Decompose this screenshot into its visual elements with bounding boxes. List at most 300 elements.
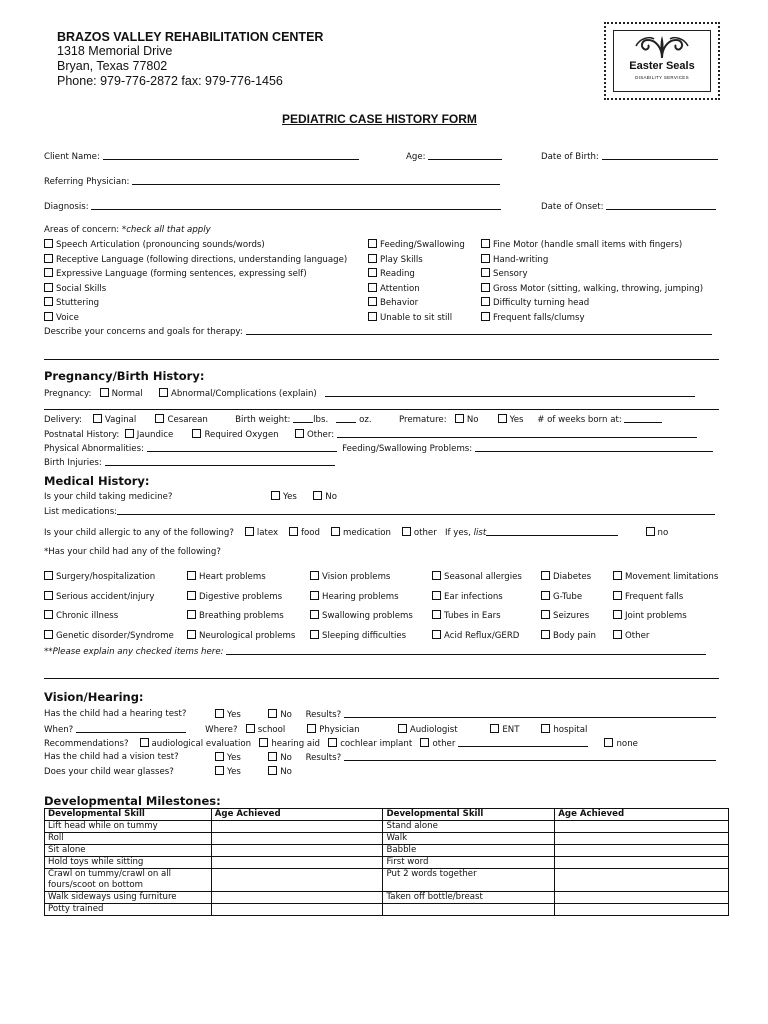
concern-item[interactable] — [481, 296, 703, 311]
checkbox[interactable] — [613, 591, 622, 600]
condition-label: Neurological problems — [199, 630, 296, 641]
concern-label: Behavior — [380, 298, 419, 309]
concern-item[interactable] — [368, 267, 465, 282]
explain-label: **Please explain any checked items here: — [44, 647, 224, 657]
checkbox[interactable] — [368, 297, 377, 306]
skill-cell: Put 2 words together — [383, 869, 555, 892]
conditions-col-6 — [613, 568, 718, 646]
checkbox[interactable] — [432, 591, 441, 600]
condition-label: Body pain — [553, 630, 596, 641]
condition-item[interactable] — [44, 588, 174, 608]
explain-field[interactable] — [226, 645, 706, 655]
food-checkbox[interactable] — [289, 527, 298, 536]
dob-field[interactable] — [602, 150, 718, 160]
concern-label: Attention — [380, 283, 420, 294]
none-label: none — [616, 739, 638, 749]
hearing-yes-checkbox[interactable] — [215, 709, 224, 718]
condition-item[interactable] — [310, 568, 413, 588]
vision-no-checkbox[interactable] — [268, 752, 277, 761]
concern-label: Stuttering — [56, 298, 100, 309]
medicine-yes-label: Yes — [283, 492, 297, 502]
onset-field[interactable] — [606, 200, 716, 210]
concerns-col-1 — [44, 238, 347, 326]
condition-item[interactable] — [310, 607, 413, 627]
condition-item[interactable] — [541, 607, 596, 627]
condition-label: Breathing problems — [199, 611, 284, 621]
checkbox[interactable] — [44, 610, 53, 619]
lily-icon — [632, 34, 692, 60]
concern-item[interactable] — [481, 238, 703, 253]
age-row — [406, 150, 502, 163]
checkbox[interactable] — [310, 571, 319, 580]
checkbox[interactable] — [44, 283, 53, 292]
skill-cell: First word — [383, 857, 555, 869]
checkbox[interactable] — [368, 239, 377, 248]
checkbox[interactable] — [44, 630, 53, 639]
cochlear-checkbox[interactable] — [328, 738, 337, 747]
condition-label: Vision problems — [322, 572, 391, 582]
skill-cell: Babble — [383, 845, 555, 857]
condition-item[interactable] — [541, 568, 596, 588]
checkbox[interactable] — [368, 283, 377, 292]
oz-field[interactable] — [336, 413, 356, 423]
allergy-other-checkbox[interactable] — [402, 527, 411, 536]
physician-checkbox[interactable] — [307, 724, 316, 733]
vision-results-field[interactable] — [344, 751, 716, 761]
condition-item[interactable] — [187, 588, 295, 608]
none-checkbox[interactable] — [604, 738, 613, 747]
skill-cell — [383, 904, 555, 916]
checkbox[interactable] — [541, 630, 550, 639]
concern-label: Receptive Language (following directions, understanding language) — [56, 254, 348, 265]
client-name-row — [44, 150, 359, 163]
concern-item[interactable] — [481, 267, 703, 282]
column-header: Developmental Skill — [383, 809, 555, 821]
condition-item[interactable] — [613, 568, 718, 588]
physical-row — [44, 442, 713, 455]
concern-item[interactable] — [44, 267, 347, 282]
condition-item[interactable] — [613, 627, 718, 647]
age-cell[interactable] — [555, 904, 729, 916]
checkbox[interactable] — [187, 571, 196, 580]
condition-item[interactable] — [187, 627, 295, 647]
vision-yes-checkbox[interactable] — [215, 752, 224, 761]
audiologist-label: Audiologist — [409, 725, 458, 735]
rec-other-checkbox[interactable] — [420, 738, 429, 747]
medicine-yes-checkbox[interactable] — [271, 491, 280, 500]
address-line-2: Bryan, Texas 77802 — [57, 59, 168, 73]
age-cell[interactable] — [211, 892, 383, 904]
birth-weight-label: Birth weight: — [235, 415, 291, 425]
table-row — [45, 904, 729, 916]
skill-cell: Walk — [383, 833, 555, 845]
condition-label: Ear infections — [444, 591, 503, 602]
age-cell[interactable] — [555, 857, 729, 869]
school-checkbox[interactable] — [246, 724, 255, 733]
glasses-options — [215, 766, 292, 778]
condition-label: Frequent falls — [625, 591, 684, 602]
condition-label: Serious accident/injury — [56, 591, 155, 602]
physician-label: Physician — [319, 725, 360, 735]
normal-label: Normal — [111, 389, 143, 399]
oxygen-checkbox[interactable] — [192, 429, 201, 438]
checkbox[interactable] — [187, 610, 196, 619]
checkbox[interactable] — [44, 571, 53, 580]
condition-item[interactable] — [541, 588, 596, 608]
age-cell[interactable] — [555, 845, 729, 857]
concern-label: Gross Motor (sitting, walking, throwing, jumping) — [493, 283, 704, 294]
condition-label: Surgery/hospitalization — [56, 572, 156, 582]
food-label: food — [301, 528, 321, 538]
checkbox[interactable] — [541, 591, 550, 600]
condition-label: G-Tube — [553, 591, 583, 602]
condition-label: Genetic disorder/Syndrome — [56, 630, 174, 641]
condition-item[interactable] — [187, 607, 295, 627]
hearing-question: Has the child had a hearing test? — [44, 709, 187, 719]
hearing-aid-checkbox[interactable] — [259, 738, 268, 747]
condition-item[interactable] — [432, 627, 522, 647]
hearing-aid-label: hearing aid — [271, 739, 320, 749]
school-label: school — [257, 725, 286, 735]
checkbox[interactable] — [368, 268, 377, 277]
premature-no-checkbox[interactable] — [455, 414, 464, 423]
concern-item[interactable] — [44, 282, 347, 297]
explain-line-2[interactable] — [44, 678, 719, 679]
allergy-no-label: no — [657, 528, 669, 538]
checkbox[interactable] — [44, 268, 53, 277]
describe-row — [44, 325, 712, 338]
concern-label: Difficulty turning head — [493, 298, 590, 309]
condition-item[interactable] — [432, 588, 522, 608]
checkbox[interactable] — [44, 312, 53, 321]
lbs-label: lbs. — [313, 415, 329, 425]
physician-field[interactable] — [132, 175, 500, 185]
skill-cell: Lift head while on tummy — [45, 821, 212, 833]
condition-item[interactable] — [613, 607, 718, 627]
medicine-no-label: No — [325, 492, 337, 502]
checkbox[interactable] — [481, 312, 490, 321]
condition-label: Diabetes — [553, 572, 592, 582]
condition-label: Sleeping difficulties — [322, 630, 407, 641]
condition-item[interactable] — [310, 627, 413, 647]
recommendations-row — [44, 737, 638, 750]
medication-checkbox[interactable] — [331, 527, 340, 536]
checkbox[interactable] — [44, 254, 53, 263]
hearing-no-label: No — [280, 710, 292, 720]
pregnancy-label: Pregnancy: — [44, 389, 92, 399]
glasses-yes-label: Yes — [227, 767, 241, 777]
abnormal-label: Abnormal/Complications (explain) — [171, 389, 317, 399]
cesarean-checkbox[interactable] — [155, 414, 164, 423]
condition-label: Heart problems — [199, 572, 266, 582]
skill-cell: Sit alone — [45, 845, 212, 857]
column-header: Developmental Skill — [45, 809, 212, 821]
premature-label: Premature: — [398, 415, 447, 425]
birth-injuries-row — [44, 456, 335, 469]
condition-item[interactable] — [310, 588, 413, 608]
concern-label: Fine Motor (handle small items with fingers) — [493, 240, 683, 250]
skill-cell: Hold toys while sitting — [45, 857, 212, 869]
condition-label: Movement limitations — [625, 572, 719, 582]
allergy-other-label: other — [413, 528, 437, 538]
conditions-col-1 — [44, 568, 174, 646]
concern-label: Frequent falls/clumsy — [493, 312, 585, 323]
hearing-no-checkbox[interactable] — [268, 709, 277, 718]
latex-checkbox[interactable] — [245, 527, 254, 536]
skill-cell: Taken off bottle/breast — [383, 892, 555, 904]
conditions-col-3 — [310, 568, 413, 646]
checkbox[interactable] — [432, 630, 441, 639]
vaginal-checkbox[interactable] — [93, 414, 102, 423]
abnormal-field[interactable] — [325, 387, 695, 397]
skill-cell: Roll — [45, 833, 212, 845]
abnormal-checkbox[interactable] — [159, 388, 168, 397]
age-cell[interactable] — [211, 845, 383, 857]
client-name-label: Client Name: — [44, 152, 100, 162]
oxygen-label: Required Oxygen — [204, 430, 279, 440]
concern-item[interactable] — [44, 296, 347, 311]
conditions-col-4 — [432, 568, 522, 646]
hearing-yes-label: Yes — [227, 710, 241, 720]
table-row — [45, 845, 729, 857]
onset-row — [541, 200, 716, 213]
allergy-question: Is your child allergic to any of the following? — [44, 528, 234, 538]
address-line-1: 1318 Memorial Drive — [57, 44, 173, 58]
hospital-label: hospital — [553, 725, 588, 735]
pregnancy-line-2[interactable] — [44, 409, 719, 410]
concern-item[interactable] — [368, 253, 465, 268]
client-name-field[interactable] — [103, 150, 359, 160]
vision-results-label: Results? — [305, 753, 342, 763]
concern-item[interactable] — [44, 253, 347, 268]
delivery-row — [44, 413, 662, 426]
audiological-checkbox[interactable] — [140, 738, 149, 747]
concern-item[interactable] — [481, 311, 703, 326]
condition-item[interactable] — [432, 568, 522, 588]
concern-item[interactable] — [368, 311, 465, 326]
condition-item[interactable] — [432, 607, 522, 627]
hearing-results-label: Results? — [305, 710, 342, 720]
conditions-col-5 — [541, 568, 596, 646]
medications-field[interactable] — [117, 505, 715, 515]
checkbox[interactable] — [44, 591, 53, 600]
age-cell[interactable] — [555, 869, 729, 892]
checkbox[interactable] — [481, 283, 490, 292]
postnatal-other-field[interactable] — [337, 428, 697, 438]
vision-no-label: No — [280, 753, 292, 763]
checkbox[interactable] — [613, 610, 622, 619]
glasses-no-checkbox[interactable] — [268, 766, 277, 775]
age-cell[interactable] — [555, 833, 729, 845]
allergy-row — [44, 526, 668, 539]
list-label: list — [473, 528, 487, 538]
pregnancy-heading: Pregnancy/Birth History: — [44, 369, 205, 383]
describe-line-2[interactable] — [44, 359, 719, 360]
concerns-col-2 — [368, 238, 465, 326]
jaundice-checkbox[interactable] — [125, 429, 134, 438]
premature-yes-label: Yes — [509, 415, 524, 425]
cochlear-label: cochlear implant — [340, 739, 413, 749]
checkbox[interactable] — [613, 571, 622, 580]
milestones-heading: Developmental Milestones: — [44, 794, 221, 808]
checkbox[interactable] — [481, 239, 490, 248]
logo-subtitle: DISABILITY SERVICES — [635, 75, 689, 80]
medications-label: List medications: — [44, 507, 118, 517]
skill-cell: Stand alone — [383, 821, 555, 833]
allergy-no-checkbox[interactable] — [646, 527, 655, 536]
postnatal-other-label: Other: — [306, 430, 335, 440]
checkbox[interactable] — [368, 312, 377, 321]
skill-cell: Potty trained — [45, 904, 212, 916]
weeks-field[interactable] — [624, 413, 662, 423]
age-cell[interactable] — [555, 892, 729, 904]
condition-label: Chronic illness — [56, 611, 119, 621]
concern-label: Expressive Language (forming sentences, expressing self) — [56, 269, 307, 280]
concern-item[interactable] — [481, 282, 703, 297]
describe-field[interactable] — [246, 325, 712, 335]
checkbox[interactable] — [432, 571, 441, 580]
condition-item[interactable] — [187, 568, 295, 588]
checkbox[interactable] — [310, 630, 319, 639]
vision-options — [215, 751, 716, 764]
concerns-heading — [44, 224, 211, 236]
checkbox[interactable] — [481, 268, 490, 277]
vision-yes-label: Yes — [227, 753, 241, 763]
audiologist-checkbox[interactable] — [398, 724, 407, 733]
medication-label: medication — [342, 528, 391, 538]
condition-label: Other — [625, 630, 650, 641]
glasses-yes-checkbox[interactable] — [215, 766, 224, 775]
checkbox[interactable] — [481, 254, 490, 263]
concern-label: Voice — [56, 312, 79, 323]
table-row — [45, 892, 729, 904]
condition-item[interactable] — [541, 627, 596, 647]
premature-yes-checkbox[interactable] — [498, 414, 507, 423]
condition-item[interactable] — [44, 627, 174, 647]
diagnosis-label: Diagnosis: — [44, 202, 89, 212]
checkbox[interactable] — [481, 297, 490, 306]
premature-no-label: No — [466, 415, 479, 425]
age-field[interactable] — [428, 150, 502, 160]
physical-label: Physical Abnormalities: — [44, 444, 144, 454]
concern-label: Unable to sit still — [380, 312, 453, 323]
skill-cell: Walk sideways using furniture — [45, 892, 212, 904]
age-cell[interactable] — [211, 904, 383, 916]
condition-label: Acid Reflux/GERD — [444, 630, 520, 641]
condition-label: Seizures — [553, 611, 590, 621]
concern-item[interactable] — [44, 311, 347, 326]
when-row — [44, 723, 587, 736]
weeks-label: # of weeks born at: — [537, 415, 622, 425]
age-label: Age: — [406, 152, 426, 162]
describe-label: Describe your concerns and goals for therapy: — [44, 327, 243, 337]
rec-other-label: other — [432, 739, 456, 749]
condition-label: Swallowing problems — [322, 611, 413, 621]
checkbox[interactable] — [541, 610, 550, 619]
jaundice-label: Jaundice — [136, 430, 174, 440]
condition-item[interactable] — [44, 568, 174, 588]
checkbox[interactable] — [541, 571, 550, 580]
age-cell[interactable] — [555, 821, 729, 833]
dob-row — [541, 150, 718, 163]
vision-heading: Vision/Hearing: — [44, 690, 144, 704]
if-yes-label: If yes, — [444, 528, 471, 538]
condition-item[interactable] — [613, 588, 718, 608]
normal-checkbox[interactable] — [100, 388, 109, 397]
physical-field[interactable] — [147, 442, 337, 452]
allergy-list-field[interactable] — [486, 526, 618, 536]
when-label: When? — [44, 725, 74, 735]
medical-heading: Medical History: — [44, 474, 150, 488]
checkbox[interactable] — [187, 630, 196, 639]
checkbox[interactable] — [44, 239, 53, 248]
age-cell[interactable] — [211, 869, 383, 892]
concern-item[interactable] — [481, 253, 703, 268]
lbs-field[interactable] — [293, 413, 313, 423]
checkbox[interactable] — [310, 591, 319, 600]
table-row — [45, 833, 729, 845]
glasses-no-label: No — [280, 767, 292, 777]
diagnosis-field[interactable] — [91, 200, 501, 210]
condition-label: Digestive problems — [199, 591, 283, 602]
checkbox[interactable] — [432, 610, 441, 619]
delivery-label: Delivery: — [44, 415, 82, 425]
checkbox[interactable] — [613, 630, 622, 639]
concern-item[interactable] — [368, 282, 465, 297]
skill-cell: Crawl on tummy/crawl on all fours/scoot on bottom — [45, 869, 212, 892]
logo-name: Easter Seals — [629, 60, 695, 72]
age-cell[interactable] — [211, 821, 383, 833]
checkbox[interactable] — [310, 610, 319, 619]
concern-label: Feeding/Swallowing — [380, 240, 465, 250]
where-label: Where? — [205, 725, 238, 735]
postnatal-other-checkbox[interactable] — [295, 429, 304, 438]
concern-label: Speech Articulation (pronouncing sounds/words) — [56, 240, 265, 250]
concern-item[interactable] — [44, 238, 347, 253]
medicine-no-checkbox[interactable] — [313, 491, 322, 500]
concerns-label: Areas of concern: — [44, 225, 120, 235]
concern-item[interactable] — [368, 238, 465, 253]
glasses-question: Does your child wear glasses? — [44, 767, 174, 777]
medications-row — [44, 505, 715, 518]
rec-other-field[interactable] — [458, 737, 588, 747]
when-field[interactable] — [76, 723, 186, 733]
concerns-note: *check all that apply — [121, 225, 211, 235]
birth-injuries-label: Birth Injuries: — [44, 458, 102, 468]
condition-label: Tubes in Ears — [444, 611, 501, 621]
dob-label: Date of Birth: — [541, 152, 599, 162]
ent-label: ENT — [502, 725, 520, 735]
phone-line: Phone: 979-776-2872 fax: 979-776-1456 — [57, 74, 283, 88]
hospital-checkbox[interactable] — [541, 724, 550, 733]
hearing-results-field[interactable] — [344, 708, 716, 718]
concern-label: Play Skills — [380, 254, 423, 265]
checkbox[interactable] — [44, 297, 53, 306]
checkbox[interactable] — [187, 591, 196, 600]
column-header: Age Achieved — [555, 809, 729, 821]
medicine-options — [271, 491, 337, 503]
ent-checkbox[interactable] — [490, 724, 499, 733]
age-cell[interactable] — [211, 857, 383, 869]
explain-row — [44, 645, 706, 658]
column-header: Age Achieved — [211, 809, 383, 821]
condition-item[interactable] — [44, 607, 174, 627]
birth-injuries-field[interactable] — [105, 456, 335, 466]
concern-item[interactable] — [368, 296, 465, 311]
age-cell[interactable] — [211, 833, 383, 845]
checkbox[interactable] — [368, 254, 377, 263]
feeding-field[interactable] — [475, 442, 713, 452]
